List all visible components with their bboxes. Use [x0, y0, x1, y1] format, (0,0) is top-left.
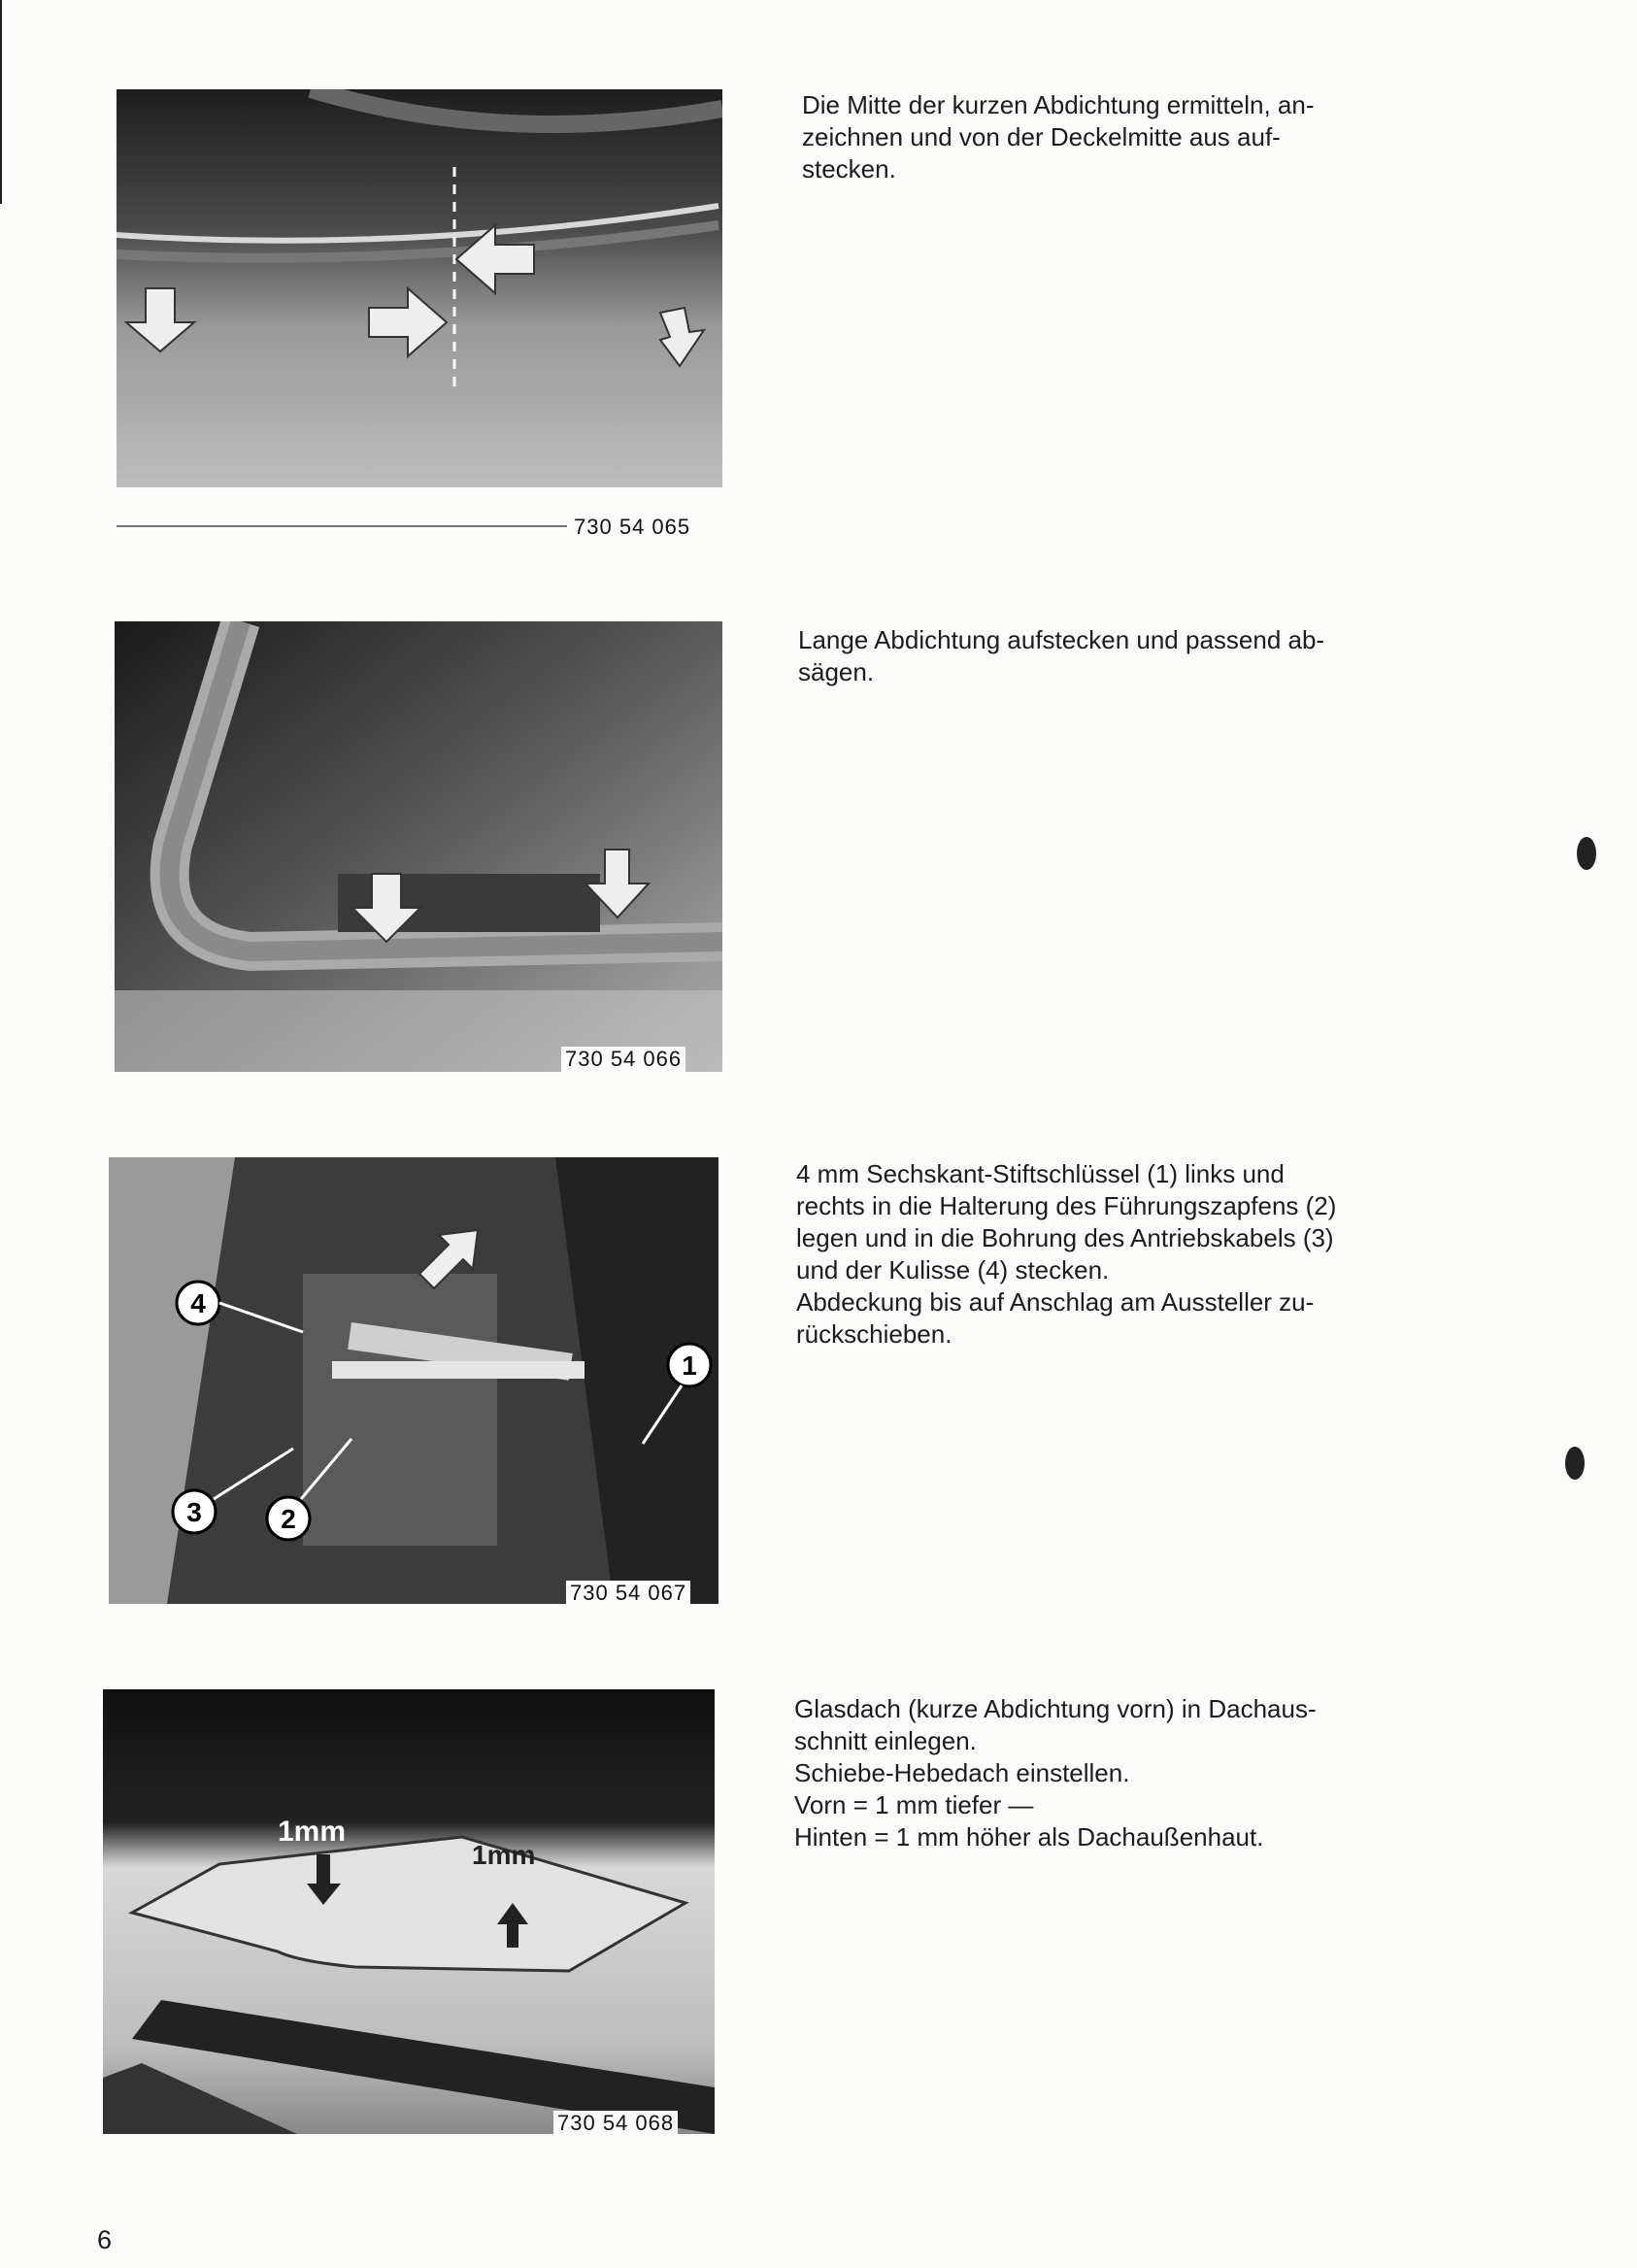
divider — [117, 525, 567, 527]
text-line: Die Mitte der kurzen Abdichtung ermitteln, an- — [802, 90, 1315, 119]
page-edge-line — [0, 0, 2, 204]
text-line: 4 mm Sechskant-Stiftschlüssel (1) links und — [796, 1159, 1285, 1188]
text-line: zeichnen und von der Deckelmitte aus auf- — [802, 122, 1281, 151]
instruction-text — [802, 89, 1423, 185]
binder-hole — [1577, 837, 1596, 870]
figure-code: 730 54 068 — [553, 2111, 678, 2136]
text-line: schnitt einlegen. — [794, 1726, 977, 1755]
callout-number: 4 — [190, 1288, 206, 1318]
text-line: sägen. — [798, 657, 875, 686]
instruction-text — [798, 624, 1420, 688]
photo-glass-roof-adjust — [103, 1689, 715, 2134]
photo-long-seal — [115, 621, 722, 1072]
instruction-text — [794, 1693, 1416, 1853]
photo-hex-key-mechanism — [109, 1157, 718, 1604]
text-line: Hinten = 1 mm höher als Dachaußenhaut. — [794, 1822, 1264, 1851]
text-line: Schiebe-Hebedach einstellen. — [794, 1758, 1130, 1787]
callout-number: 2 — [281, 1504, 296, 1534]
figure-code: 730 54 067 — [566, 1581, 690, 1606]
text-line: Abdeckung bis auf Anschlag am Aussteller zu- — [796, 1287, 1315, 1317]
photo-label: 1mm — [472, 1840, 536, 1870]
text-line: rechts in die Halterung des Führungszapfens (2) — [796, 1191, 1337, 1220]
text-line: stecken. — [802, 154, 896, 183]
text-line: und der Kulisse (4) stecken. — [796, 1255, 1110, 1284]
callout-number: 3 — [186, 1497, 202, 1527]
photo-label: 1mm — [278, 1816, 347, 1848]
figure-code: 730 54 066 — [561, 1047, 685, 1072]
photo-seal-center-marking — [117, 89, 722, 487]
binder-hole — [1565, 1447, 1585, 1480]
text-line: Glasdach (kurze Abdichtung vorn) in Dachaus- — [794, 1694, 1317, 1723]
figure-code: 730 54 065 — [570, 515, 694, 540]
text-line: rückschieben. — [796, 1319, 952, 1349]
text-line: Lange Abdichtung aufstecken und passend ab- — [798, 625, 1325, 654]
text-line: Vorn = 1 mm tiefer — — [794, 1790, 1034, 1819]
page-number: 6 — [97, 2225, 113, 2254]
callout-number: 1 — [682, 1351, 697, 1381]
text-line: legen und in die Bohrung des Antriebskabels (3) — [796, 1223, 1334, 1252]
instruction-text — [796, 1158, 1418, 1351]
